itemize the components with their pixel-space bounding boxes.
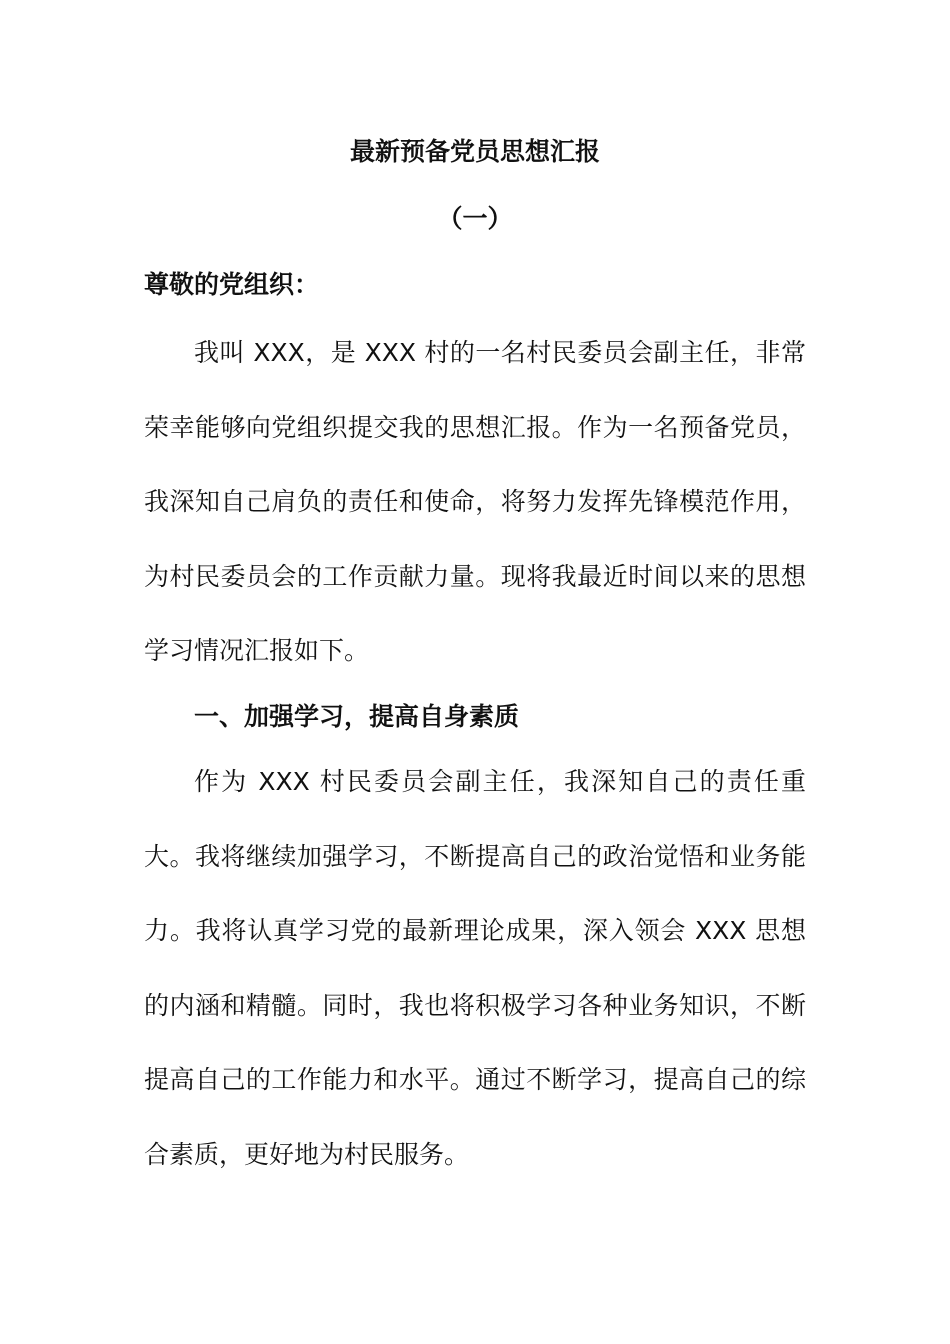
document-subtitle: （一） [437, 204, 513, 233]
salutation: 尊敬的党组织： [144, 270, 320, 299]
body-paragraph: 我叫 XXX，是 XXX 村的一名村民委员会副主任，非常荣幸能够向党组织提交我的思想汇报。作为一名预备党员，我深知自己肩负的责任和使命，将努力发挥先锋模范作用，为村民委员会的工作贡献力量。现将我最近时间以来的思想学习情况汇报如下。 [144, 338, 806, 666]
section-heading: 一、加强学习，提高自身素质 [194, 702, 520, 731]
document-title: 最新预备党员思想汇报 [349, 137, 600, 166]
body-paragraph: 作为 XXX 村民委员会副主任，我深知自己的责任重大。我将继续加强学习，不断提高自己的政治觉悟和业务能力。我将认真学习党的最新理论成果，深入领会 XXX 思想的内涵和精髓。同时，我也将积极学习各种业务知识，不断提高自己的工作能力和水平。通过不断学习，提高自己的综合素质，更好地为村民服务。 [144, 767, 806, 1169]
